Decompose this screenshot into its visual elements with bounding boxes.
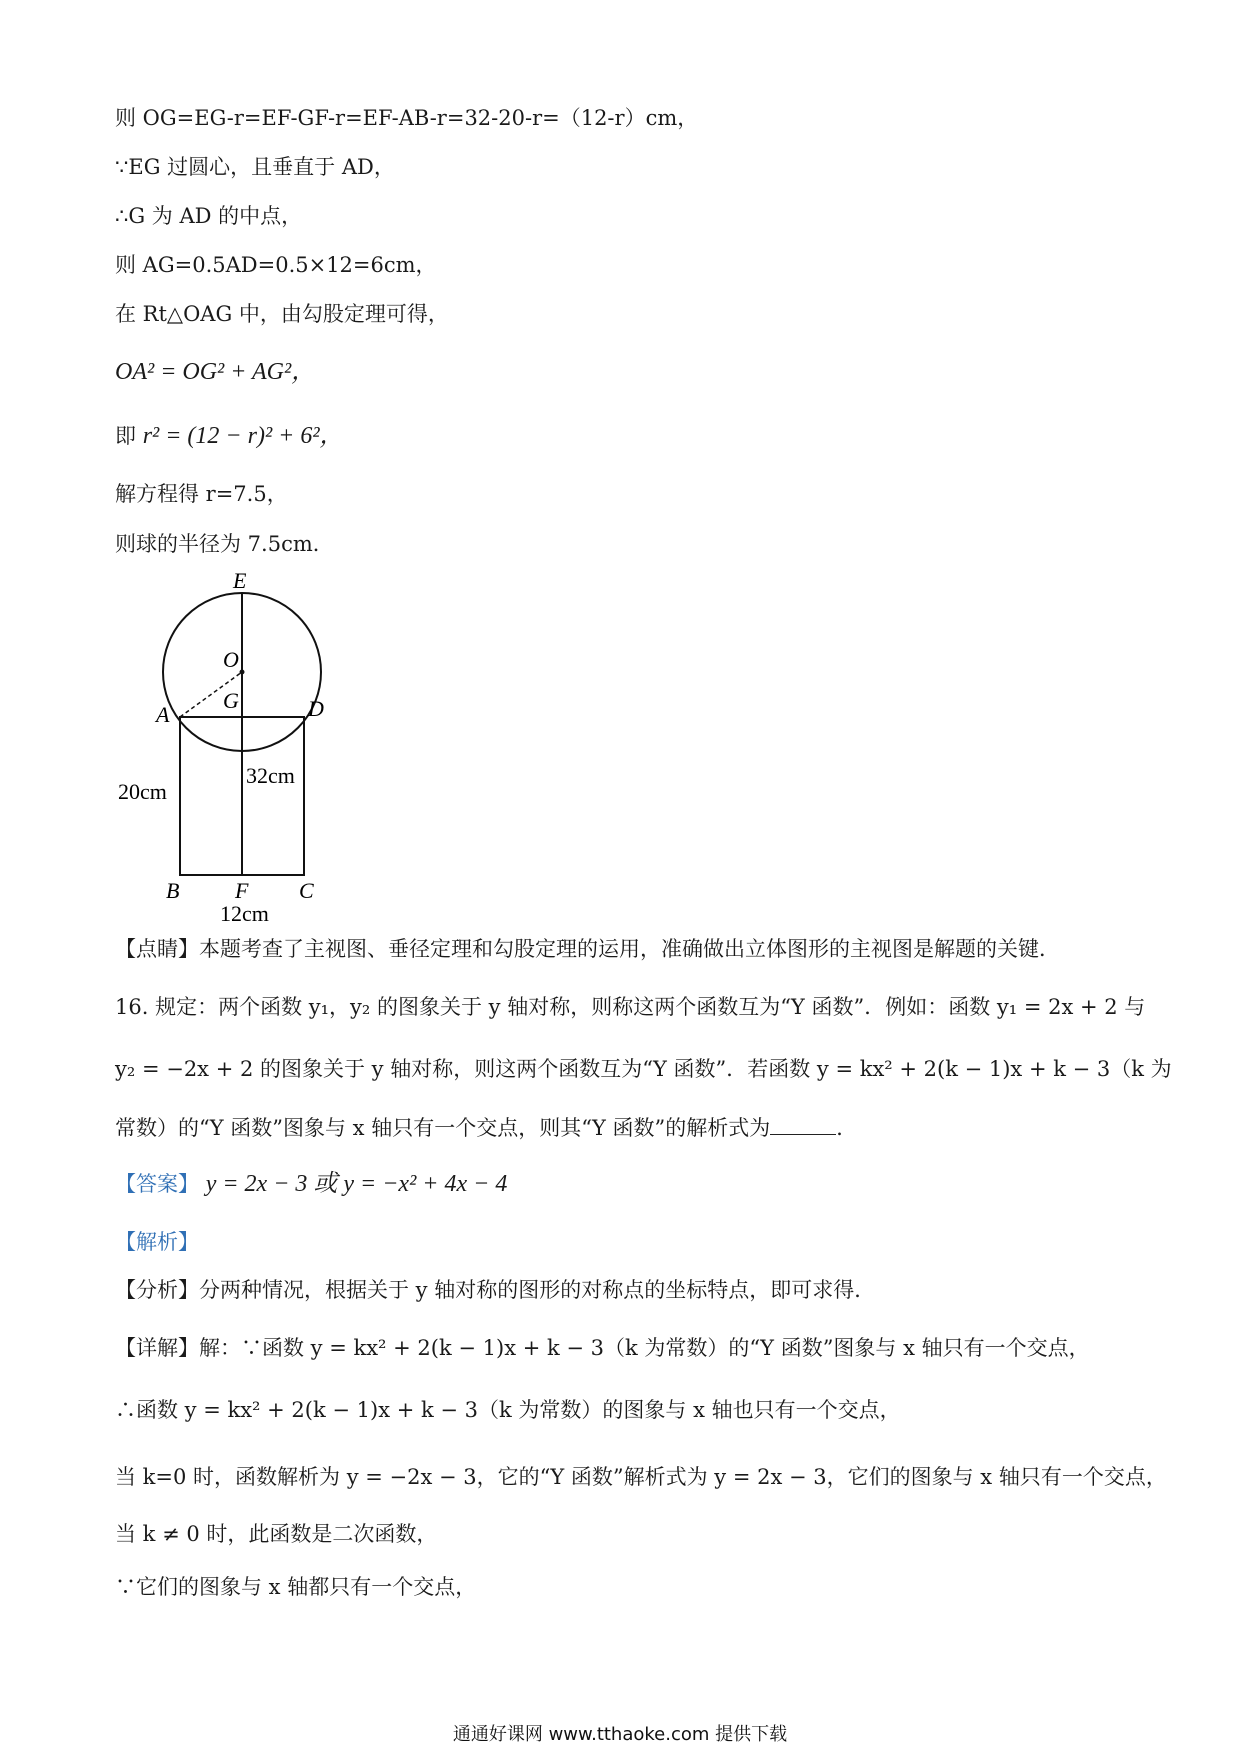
answer-text: y = 2x − 3 或 y = −x² + 4x − 4 [205,1171,508,1197]
radius-conclusion: 则球的半径为 7.5cm． [115,532,334,556]
q16-line-3 [115,1116,857,1141]
label-middle-dimension: 32cm [246,763,295,788]
label-b: B [166,878,180,903]
substituted-equation [115,422,344,451]
q16-line-3-end: ． [836,1116,858,1140]
q16-line-1: 16. 规定：两个函数 y₁，y₂ 的图象关于 y 轴对称，则称这两个函数互为“Y 函数”．例如：函数 y₁ = 2x + 2 与 [115,995,1146,1019]
q16-line-2: y₂ = −2x + 2 的图象关于 y 轴对称，则这两个函数互为“Y 函数”．若函数 y = kx² + 2(k − 1)x + k − 3（k 为 [115,1057,1172,1081]
label-bottom-dimension: 12cm [220,901,269,925]
q16-line-3-text: 常数）的“Y 函数”图象与 x 轴只有一个交点，则其“Y 函数”的解析式为 [115,1116,771,1140]
label-e: E [233,568,247,593]
label-o: O [223,647,239,672]
pythagoras-equation: OA² = OG² + AG²， [115,359,316,385]
g-midpoint: ∴G 为 AD 的中点， [115,204,303,228]
xiangjie-line-2: ∴函数 y = kx² + 2(k − 1)x + k − 3（k 为常数）的图象与 x 轴也只有一个交点， [115,1398,901,1422]
label-f: F [235,878,249,903]
jiexi-label: 【解析】 [115,1230,199,1254]
answer-line [115,1170,507,1199]
label-g: G [223,688,239,713]
substituted-formula: r² = (12 − r)² + 6²， [142,423,344,449]
answer-label: 【答案】 [115,1172,199,1196]
fenxi-note: 【分析】分两种情况，根据关于 y 轴对称的图形的对称点的坐标特点，即可求得． [115,1278,876,1302]
dianjing-note: 【点睛】本题考查了主视图、垂径定理和勾股定理的运用，准确做出立体图形的主视图是解题的关键． [115,937,1060,961]
substituted-prefix: 即 [115,424,136,448]
xiangjie-line-3: 当 k=0 时，函数解析为 y = −2x − 3，它的“Y 函数”解析式为 y = 2x − 3，它们的图象与 x 轴只有一个交点， [115,1465,1167,1489]
xiangjie-line-4: 当 k ≠ 0 时，此函数是二次函数， [115,1522,438,1546]
answer-blank [770,1116,836,1135]
xiangjie-line-1: 【详解】解：∵函数 y = kx² + 2(k − 1)x + k − 3（k 为常数）的“Y 函数”图象与 x 轴只有一个交点， [115,1336,1090,1360]
xiangjie-line-5: ∵它们的图象与 x 轴都只有一个交点， [115,1575,477,1599]
sphere-on-box-figure [110,565,350,925]
solve-result: 解方程得 r=7.5， [115,482,288,506]
center-point-o [240,670,245,675]
label-d: D [308,696,324,721]
label-c: C [299,878,314,903]
ag-length: 则 AG=0.5AD=0.5×12=6cm， [115,253,437,277]
right-triangle-statement: 在 Rt△OAG 中，由勾股定理可得， [115,302,449,326]
eg-through-center: ∵EG 过圆心，且垂直于 AD， [115,155,395,179]
label-left-dimension: 20cm [118,779,167,804]
og-derivation: 则 OG=EG-r=EF-GF-r=EF-AB-r=32-20-r=（12-r）cm， [115,106,699,130]
page-footer: 通通好课网 www.tthaoke.com 提供下载 [452,1724,788,1745]
label-a: A [156,702,170,727]
